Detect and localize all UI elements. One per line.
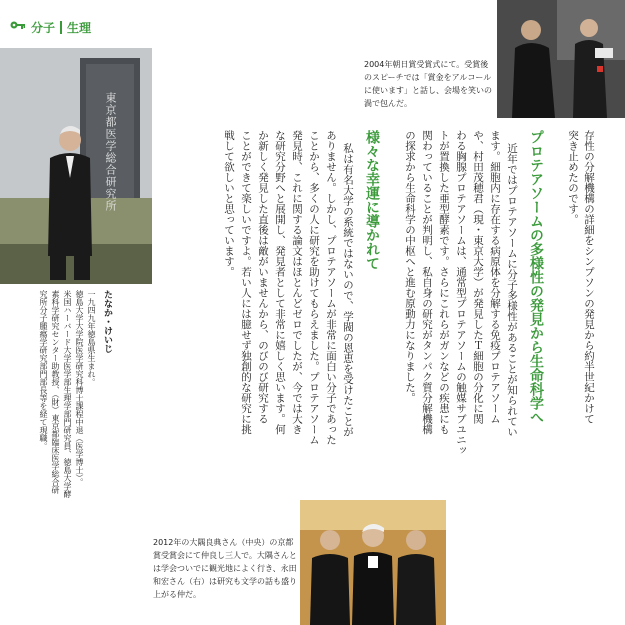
paragraph-line: ことから、多くの人に研究を助けてもらえました。プロテアソーム (308, 130, 320, 445)
paragraph-line: トが置換した亜型酵素です。さらにこれらがガンなどの疾患にも (438, 130, 450, 435)
portrait-photo (0, 48, 152, 284)
award-photo-caption: 2004年朝日賞受賞式にて。受賞後のスピーチでは「賞金をアルコールに使います」と話し、会場を笑いの渦で包んだ。 (364, 60, 492, 108)
header-divider (60, 21, 62, 34)
paragraph-line: 戦して欲しいと思っています。 (223, 130, 235, 277)
paragraph-line: 関わっていることが判明し、私自身の研究がタンパク質分解機構 (421, 130, 433, 435)
paragraph-line: 近年ではプロテアソームに分子多様性があることが知られてい (506, 143, 518, 437)
paragraph-line: わる胸腺プロテアソームは、通常型プロテアソームの触媒サブユニッ (455, 130, 467, 456)
paragraph-line: ことができて楽しいですよ。若い人には臆せず独創的な研究に挑 (240, 130, 252, 435)
category-label: 分子 (31, 20, 56, 35)
author-name: たなか・けいじ (102, 290, 112, 353)
award-ceremony-photo (497, 0, 625, 118)
lead-line: 突き止めたのです。 (567, 130, 579, 225)
paragraph-line: や、村田茂穂君（現・東京大学）が発見したＴ細胞の分化に関 (472, 130, 484, 424)
paragraph-line: の探求から生命科学の中枢へと進む原動力になりました。 (404, 130, 416, 403)
section-heading-luck: 様々な幸運に導かれて (364, 130, 380, 270)
lead-line: 存性の分解機構の詳細をシンプソンの発見から約半世紀かけて (583, 130, 595, 424)
subcategory-label: 生理 (67, 20, 92, 35)
building-sign: 東京都医学総合研究所 (104, 92, 117, 212)
paragraph-line: 私は有名大学の系統ではないので、学閥の恩恵を受けたことが (342, 143, 354, 437)
bio-line: 素科学研究センター助教授、（財）東京都臨床医学総合研 (51, 290, 60, 494)
bio-line: 一九四九年徳島県生まれ。 (87, 290, 96, 386)
paragraph-line: ありません。しかし、プロテアソームが非常に面白い分子であった (325, 130, 337, 445)
bio-line: 徳島大学大学院医学研究科博士課程中退（医学博士）。 (75, 290, 84, 486)
paragraph-line: 発見時、これに関する論文はほとんどゼロでしたが、今では大き (291, 130, 303, 435)
group-photo-caption: 2012年の大隅良典さん（中央）の京都賞受賞会にて仲良し三人で。大隅さんとは学会ついでに観光地によく行き、永田和宏さん（右）は研究も文学の話も盛り上がる仲だ。 (153, 538, 297, 599)
key-icon (10, 21, 26, 33)
bio-line: 米国ハーバード大学医学部生理学部門研究員、徳島大学酵 (63, 290, 72, 498)
bio-line: 究所分子腫瘍学研究部門部長等を経て現職。 (39, 290, 48, 450)
paragraph-line: か新しく発見した直後は敵がいませんから、のびのび研究する (257, 130, 269, 424)
section-header (10, 18, 91, 36)
section-heading-proteasome: プロテアソームの多様性の発見から生命科学へ (528, 130, 544, 424)
paragraph-line: ます。細胞内に存在する病原体を分解する免疫プロテアソーム (489, 130, 501, 424)
group-photo (300, 500, 446, 625)
paragraph-line: な研究分野へと展開し、発見者として非常に嬉しく思います。何 (274, 130, 286, 435)
